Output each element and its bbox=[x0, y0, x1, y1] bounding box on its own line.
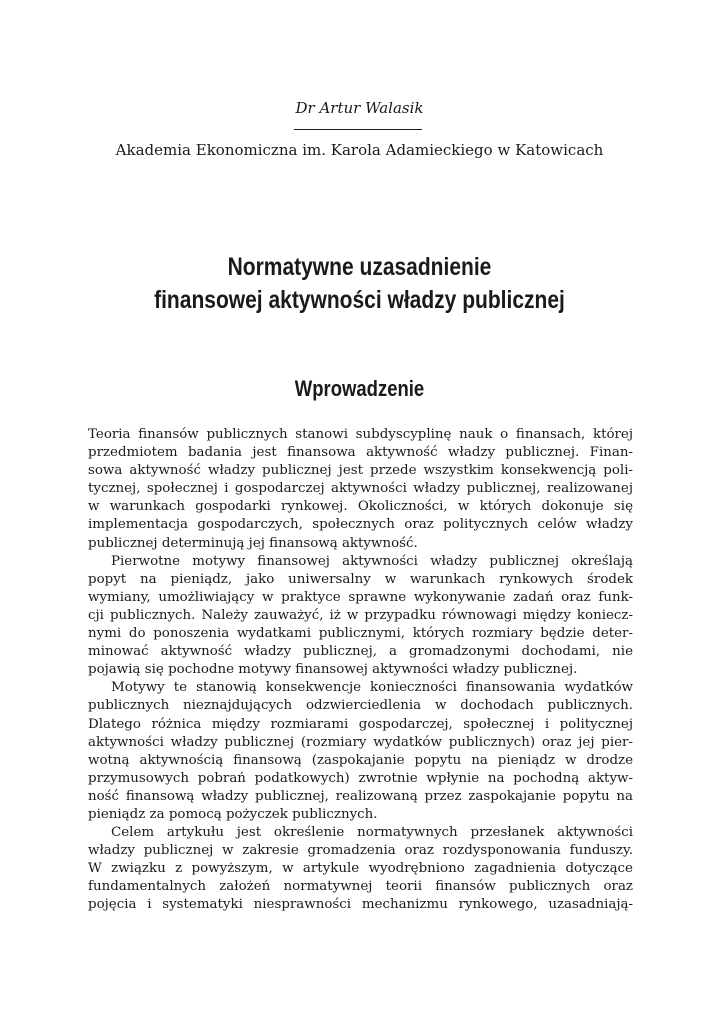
article-title bbox=[58, 251, 662, 317]
paragraph bbox=[88, 824, 633, 914]
text-line: ność finansową władzy publicznej, realizowaną przez zaspokajanie popytu na bbox=[88, 788, 633, 804]
text-line: Pierwotne motywy finansowej aktywności władzy publicznej określają bbox=[111, 553, 633, 569]
text-line: Motywy te stanowią konsekwencje konieczności finansowania wydatków bbox=[111, 680, 633, 696]
author-affiliation: Akademia Ekonomiczna im. Karola Adamieckiego w Katowicach bbox=[115, 141, 604, 159]
text-line: tycznej, społecznej i gospodarczej aktywności władzy publicznej, realizowanej bbox=[88, 481, 633, 497]
text-line: władzy publicznej w zakresie gromadzenia oraz rozdysponowania funduszy. bbox=[88, 843, 633, 859]
text-line: sowa aktywność władzy publicznej jest przede wszystkim konsekwencją poli- bbox=[88, 463, 633, 479]
text-line: aktywności władzy publicznej (rozmiary wydatków publicznych) oraz jej pier- bbox=[88, 734, 633, 750]
paragraph bbox=[88, 553, 633, 680]
text-line: w warunkach gospodarki rynkowej. Okoliczności, w których dokonuje się bbox=[88, 499, 633, 515]
text-line: W związku z powyższym, w artykule wyodrębniono zagadnienia dotyczące bbox=[88, 861, 633, 877]
text-line: pojęcia i systematyki niesprawności mechanizmu rynkowego, uzasadniają- bbox=[88, 897, 633, 913]
author-name: Dr Artur Walasik bbox=[295, 99, 424, 117]
text-line: Dlatego różnica między rozmiarami gospodarczej, społecznej i politycznej bbox=[88, 716, 633, 732]
text-line: implementacja gospodarczych, społecznych oraz politycznych celów władzy bbox=[88, 517, 633, 533]
text-line: wymiany, umożliwiający w praktyce sprawne wykonywanie zadań oraz funk- bbox=[88, 589, 633, 605]
text-line: pieniądz za pomocą pożyczek publicznych. bbox=[88, 806, 378, 822]
article-title-line: Normatywne uzasadnienie bbox=[227, 253, 492, 281]
section-heading: Wprowadzenie bbox=[294, 376, 425, 401]
author-divider bbox=[294, 129, 422, 130]
text-line: minować aktywność władzy publicznej, a gromadzonymi dochodami, nie bbox=[88, 644, 633, 660]
text-line: popyt na pieniądz, jako uniwersalny w warunkach rynkowych środek bbox=[88, 571, 633, 587]
body-text bbox=[88, 426, 633, 915]
paragraph bbox=[88, 426, 633, 553]
text-line: nymi do ponoszenia wydatkami publicznymi, których rozmiary będzie deter- bbox=[88, 626, 633, 642]
text-line: przymusowych pobrań podatkowych) zwrotnie wpłynie na pochodną aktyw- bbox=[88, 770, 633, 786]
text-line: publicznych nieznajdujących odzwierciedlenia w dochodach publicznych. bbox=[88, 698, 633, 714]
paragraph bbox=[88, 679, 633, 824]
text-line: Teoria finansów publicznych stanowi subdyscyplinę nauk o finansach, której bbox=[88, 427, 633, 442]
text-line: publicznej determinują jej finansową aktywność. bbox=[88, 535, 418, 551]
text-line: fundamentalnych założeń normatywnej teorii finansów publicznych oraz bbox=[88, 879, 633, 895]
article-title-line: finansowej aktywności władzy publicznej bbox=[154, 286, 565, 314]
text-line: cji publicznych. Należy zauważyć, iż w przypadku równowagi między koniecz- bbox=[88, 607, 633, 623]
text-line: przedmiotem badania jest finansowa aktywność władzy publicznej. Finan- bbox=[88, 445, 633, 461]
text-line: pojawią się pochodne motywy finansowej aktywności władzy publicznej. bbox=[88, 662, 578, 678]
text-line: wotną aktywnością finansową (zaspokajanie popytu na pieniądz w drodze bbox=[88, 752, 633, 768]
text-line: Celem artykułu jest określenie normatywnych przesłanek aktywności bbox=[111, 825, 633, 841]
